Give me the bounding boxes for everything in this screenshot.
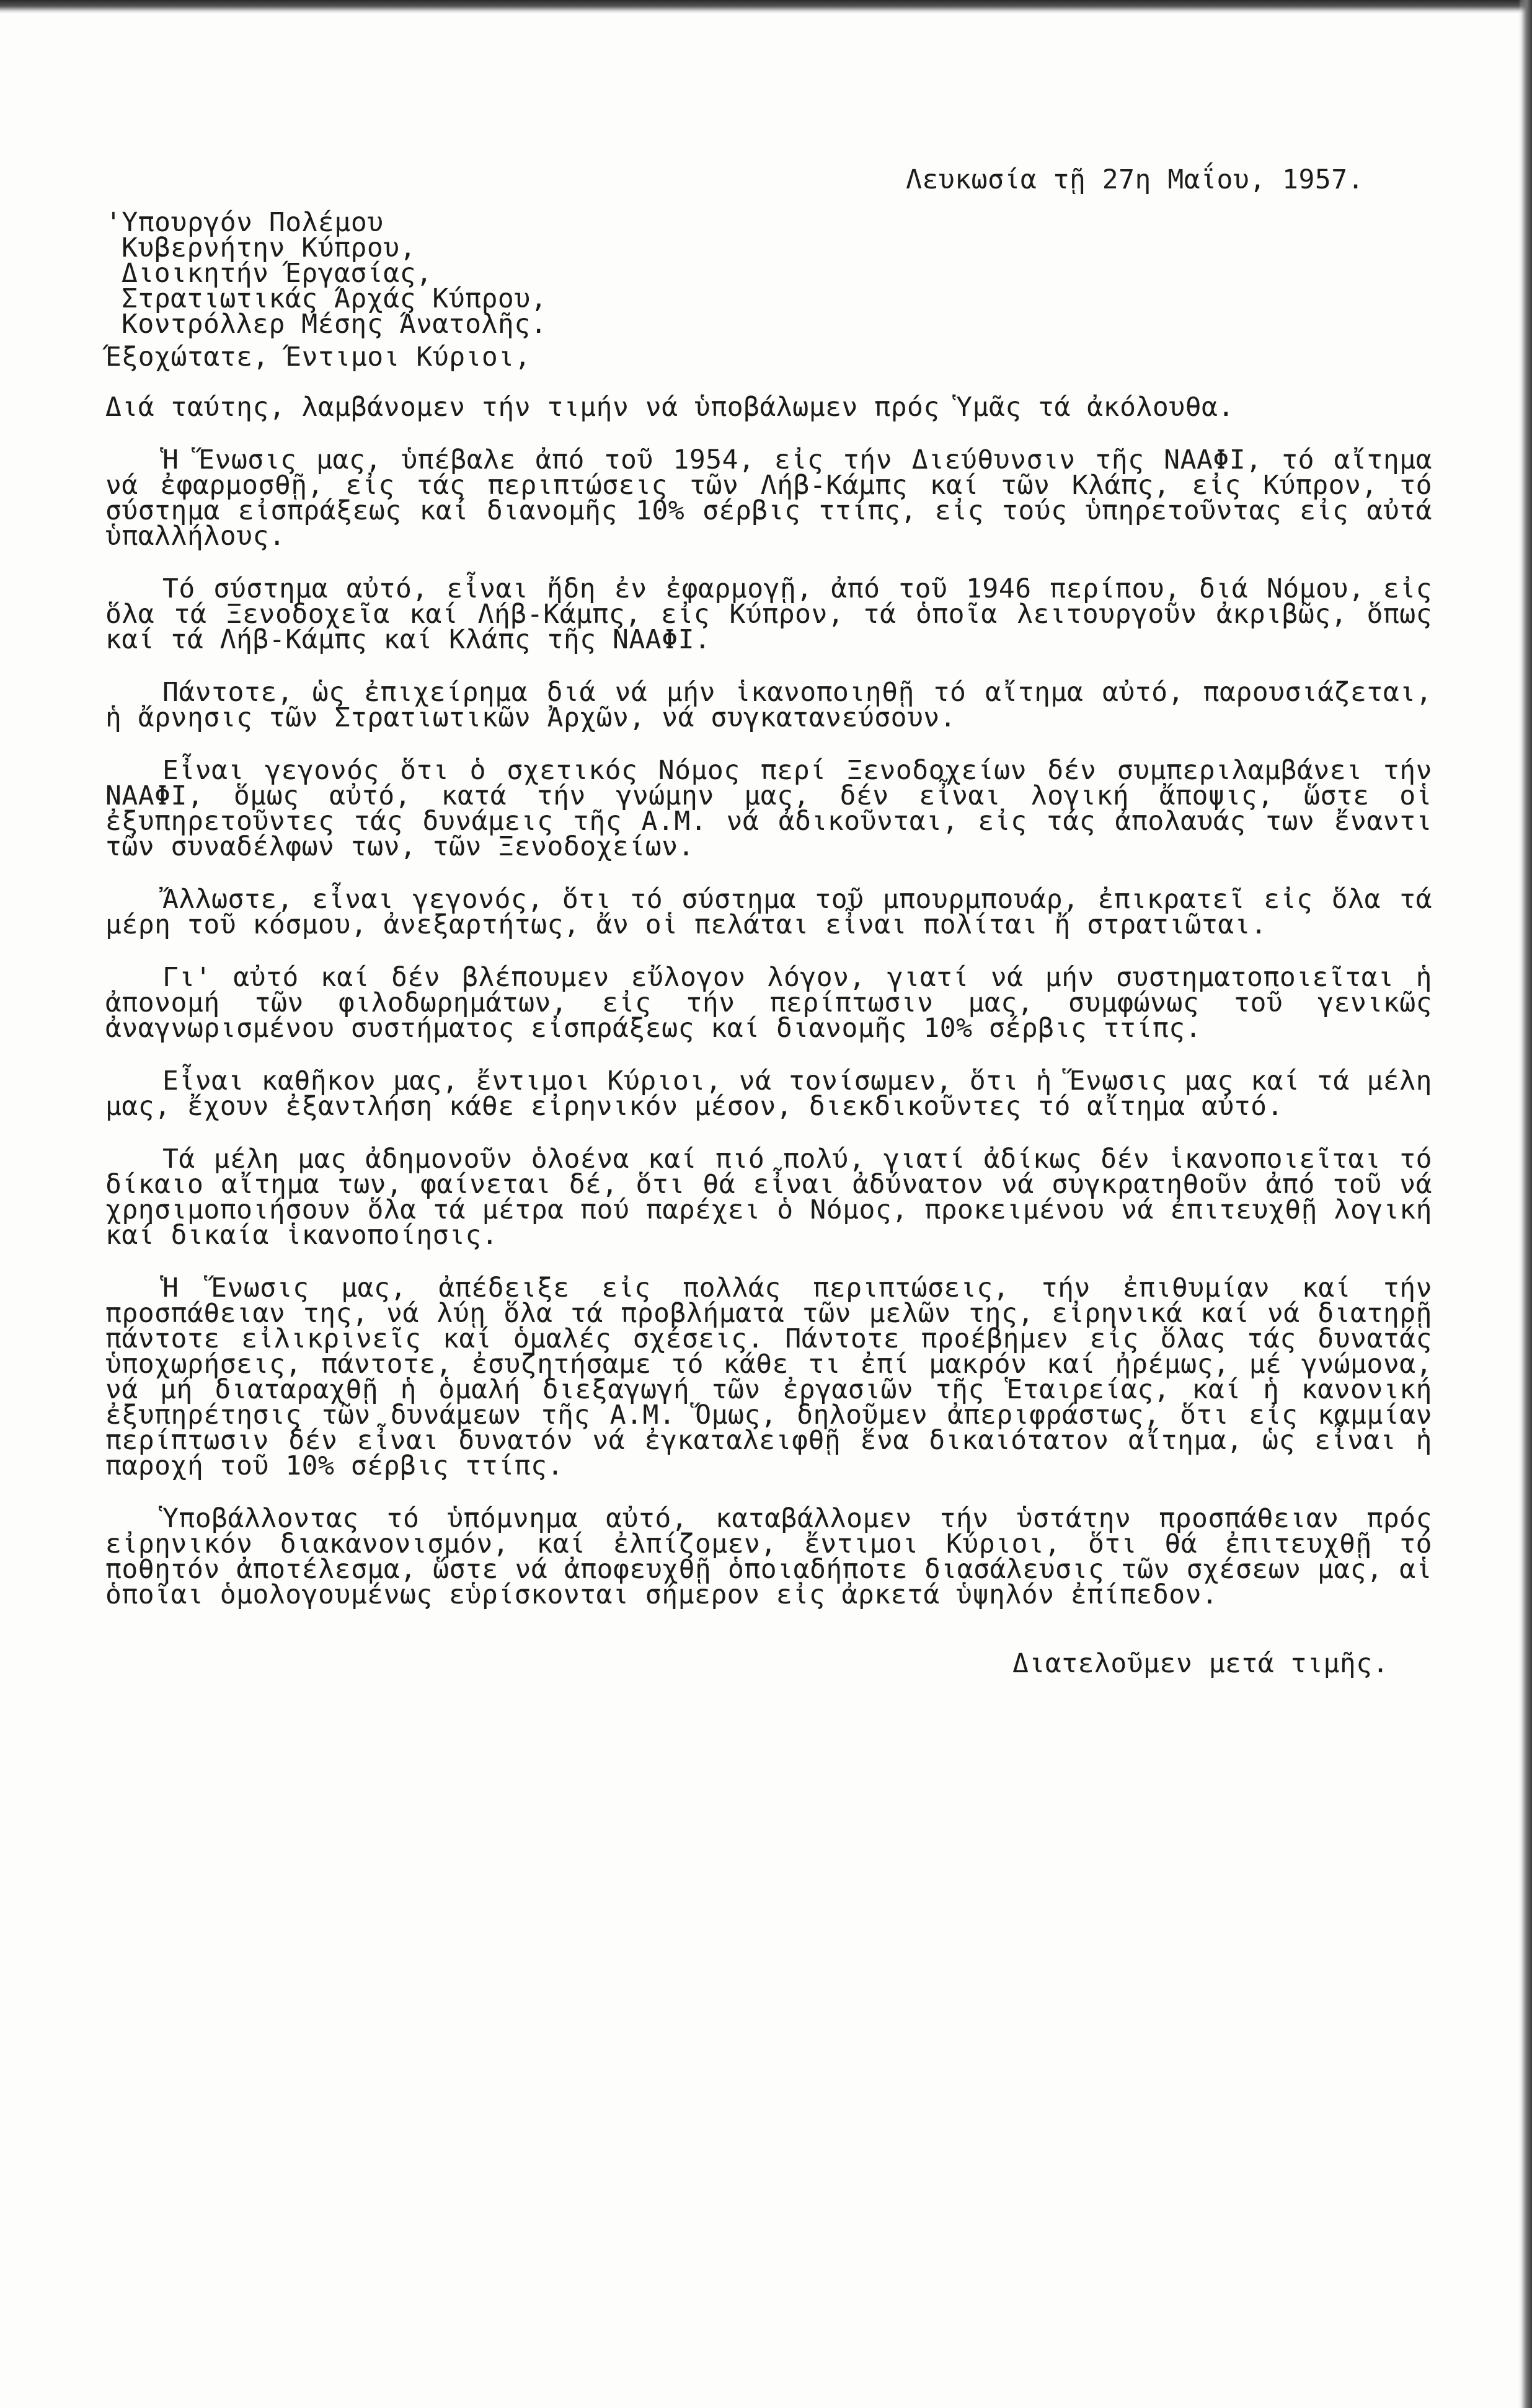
addressee-line: 'Υπουργόν Πολέμου: [105, 207, 384, 238]
salutation: Έξοχώτατε, Έντιμοι Κύριοι,: [105, 342, 531, 373]
typewritten-letter: [105, 164, 1432, 1679]
body-paragraph: Τό σύστημα αὐτό, εἶναι ἤδη ἐν ἐφαρμογῇ, ἀπό τοῦ 1946 περίπου, διά Νόμου, εἰς ὅλα τά Ξενοδοχεῖα καί Λήβ-Κάμπς, εἰς Κύπρον, τά ὁποῖα λειτουργοῦν ἀκριβῶς, ὅπως καί τά Λήβ-Κάμπς καί Κλάπς τῆς ΝΑΑΦΙ.: [105, 573, 1432, 655]
body-paragraph: Ἡ Ἕνωσις μας, ἀπέδειξε εἰς πολλάς περιπτώσεις, τήν ἐπιθυμίαν καί τήν προσπάθειαν της, νά λύῃ ὅλα τά προβλήματα τῶν μελῶν της, εἰρηνικά καί νά διατηρῇ πάντοτε εἰλικρινεῖς καί ὁμαλές σχέσεις. Πάντοτε προέβημεν εἰς ὅλας τάς δυνατάς ὑποχωρήσεις, πάντοτε, ἐσυζητήσαμε τό κάθε τι ἐπί μακρόν καί ἠρέμως, μέ γνώμονα, νά μή διαταραχθῇ ἡ ὁμαλή διεξαγωγή τῶν ἐργασιῶν τῆς Ἑταιρείας, καί ἡ κανονική ἐξυπηρέτησις τῶν δυνάμεων τῆς Α.Μ. Ὅμως, δηλοῦμεν ἀπεριφράστως, ὅτι εἰς καμμίαν περίπτωσιν δέν εἶναι δυνατόν νά ἐγκαταλειφθῇ ἕνα δικαιότατον αἴτημα, ὡς εἶναι ἡ παροχή τοῦ 10% σέρβις ττίπς.: [105, 1272, 1432, 1481]
body-paragraph: Εἶναι καθῆκον μας, ἔντιμοι Κύριοι, νά τονίσωμεν, ὅτι ἡ Ἕνωσις μας καί τά μέλη μας, ἔχουν ἐξαντλήση κάθε εἰρηνικόν μέσον, διεκδικοῦντες τό αἴτημα αὐτό.: [105, 1065, 1432, 1122]
body-paragraph: Τά μέλη μας ἀδημονοῦν ὁλοένα καί πιό πολύ, γιατί ἀδίκως δέν ἱκανοποιεῖται τό δίκαιο αἴτημα των, φαίνεται δέ, ὅτι θά εἶναι ἀδύνατον νά συγκρατηθοῦν ἀπό τοῦ νά χρησιμοποιήσουν ὅλα τά μέτρα πού παρέχει ὁ Νόμος, προκειμένου νά ἐπιτευχθῇ λογική καί δικαία ἱκανοποίησις.: [105, 1144, 1432, 1251]
addressee-line: Διοικητήν Έργασίας,: [122, 258, 433, 289]
body-paragraph: Ἡ Ἕνωσις μας, ὑπέβαλε ἀπό τοῦ 1954, εἰς τήν Διεύθυνσιν τῆς ΝΑΑΦΙ, τό αἴτημα νά ἐφαρμοσθῇ, εἰς τάς περιπτώσεις τῶν Λήβ-Κάμπς καί τῶν Κλάπς, εἰς Κύπρον, τό σύστημα εἰσπράξεως καί διανομῆς 10% σέρβις ττίπς, εἰς τούς ὑπηρετοῦντας εἰς αὐτά ὑπαλλήλους.: [105, 444, 1432, 552]
scan-shadow-right: [1518, 0, 1532, 2408]
body-paragraph: Πάντοτε, ὡς ἐπιχείρημα διά νά μήν ἱκανοποιηθῇ τό αἴτημα αὐτό, παρουσιάζεται, ἡ ἄρνησις τῶν Στρατιωτικῶν Ἀρχῶν, νά συγκατανεύσουν.: [105, 677, 1432, 733]
scan-shadow-top: [0, 0, 1532, 14]
body-paragraph: Ὑποβάλλοντας τό ὑπόμνημα αὐτό, καταβάλλομεν τήν ὑστάτην προσπάθειαν πρός εἰρηνικόν διακανονισμόν, καί ἐλπίζομεν, ἔντιμοι Κύριοι, ὅτι θά ἐπιτευχθῇ τό ποθητόν ἀποτέλεσμα, ὥστε νά ἀποφευχθῇ ὁποιαδήποτε διασάλευσις τῶν σχέσεων μας, αἱ ὁποῖαι ὁμολογουμένως εὑρίσκονται σήμερον εἰς ἀρκετά ὑψηλόν ἐπίπεδον.: [105, 1503, 1432, 1610]
closing-line: Διατελοῦμεν μετά τιμῆς.: [1012, 1648, 1389, 1679]
body-paragraph: Ἄλλωστε, εἶναι γεγονός, ὅτι τό σύστημα τοῦ μπουρμπουάρ, ἐπικρατεῖ εἰς ὅλα τά μέρη τοῦ κόσμου, ἀνεξαρτήτως, ἄν οἱ πελάται εἶναι πολίται ἤ στρατιῶται.: [105, 884, 1432, 940]
addressee-line: Κυβερνήτην Κύπρου,: [122, 232, 416, 263]
letter-date: Λευκωσία τῇ 27η Μαΐου, 1957.: [906, 164, 1364, 195]
addressee-block: [105, 207, 1432, 340]
intro-line: Διά ταύτης, λαμβάνομεν τήν τιμήν νά ὑποβάλωμεν πρός Ὑμᾶς τά ἀκόλουθα.: [105, 392, 1234, 423]
addressee-line: Στρατιωτικάς Άρχάς Κύπρου,: [122, 283, 547, 314]
body-paragraph: Γι' αὐτό καί δέν βλέπουμεν εὔλογον λόγον, γιατί νά μήν συστηματοποιεῖται ἡ ἀπονομή τῶν φιλοδωρημάτων, εἰς τήν περίπτωσιν μας, συμφώνως τοῦ γενικῶς ἀναγνωρισμένου συστήματος εἰσπράξεως καί διανομῆς 10% σέρβις ττίπς.: [105, 962, 1432, 1044]
body-paragraph: Εἶναι γεγονός ὅτι ὁ σχετικός Νόμος περί Ξενοδοχείων δέν συμπεριλαμβάνει τήν ΝΑΑΦΙ, ὅμως αὐτό, κατά τήν γνώμην μας, δέν εἶναι λογική ἄποψις, ὥστε οἱ ἐξυπηρετοῦντες τάς δυνάμεις τῆς Α.Μ. νά ἀδικοῦνται, εἰς τάς ἀπολαυάς των ἔναντι τῶν συναδέλφων των, τῶν Ξενοδοχείων.: [105, 755, 1432, 862]
addressee-line: Κοντρόλλερ Μέσης Άνατολῆς.: [122, 309, 547, 340]
